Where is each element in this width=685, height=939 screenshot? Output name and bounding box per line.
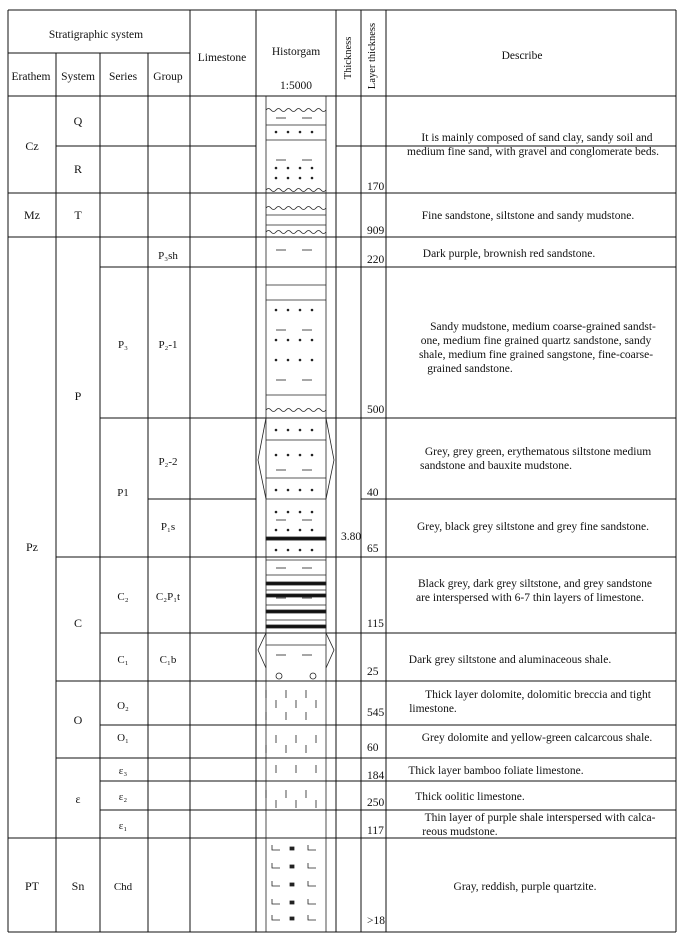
description: Thick layer dolomite, dolomitic breccia and tight limestone. xyxy=(409,689,651,715)
header-erathem: Erathem xyxy=(11,71,51,83)
lithology-mark xyxy=(311,309,313,311)
lithology-mark xyxy=(299,359,301,361)
layer-thickness-value: 25 xyxy=(367,666,379,678)
lithology-mark xyxy=(299,339,301,341)
description: Fine sandstone, siltstone and sandy mudstone. xyxy=(421,210,635,222)
series-chd: Chd xyxy=(113,881,133,893)
lithology-mark xyxy=(287,167,289,169)
lithology-mark xyxy=(287,359,289,361)
lithology-mark xyxy=(299,454,301,456)
series-p1: P1 xyxy=(117,487,129,499)
erathem-column xyxy=(24,139,40,893)
lithology-mark xyxy=(272,899,280,904)
lithology-mark xyxy=(299,429,301,431)
description: Gray, reddish, purple quartzite. xyxy=(453,881,597,893)
lithology-mark xyxy=(266,537,326,540)
layer-thickness-value: 40 xyxy=(367,487,379,499)
lithology-mark xyxy=(290,865,294,868)
system-r: R xyxy=(73,162,83,176)
lithology-mark xyxy=(266,231,326,234)
lithology-mark xyxy=(311,131,313,133)
lithology-mark xyxy=(266,109,326,112)
lithology-mark xyxy=(290,847,294,850)
lithology-mark xyxy=(311,339,313,341)
lithology-mark xyxy=(266,594,326,597)
series-p3: P₃ xyxy=(118,339,128,351)
layer-thickness-value: 545 xyxy=(367,707,385,719)
header-system: System xyxy=(61,71,95,83)
header-layer-thickness: Layer thickness xyxy=(367,22,378,90)
group-p2-2: P₂-2 xyxy=(158,456,178,468)
lithology-mark xyxy=(299,529,301,531)
system-t: T xyxy=(74,208,82,222)
layer-thickness-value: 170 xyxy=(367,181,385,193)
lithology-mark xyxy=(287,511,289,513)
layer-thickness-value: 909 xyxy=(367,225,385,237)
header-series: Series xyxy=(108,71,138,83)
description: Grey, grey green, erythematous siltstone medium sandstone and bauxite mudstone. xyxy=(419,446,652,472)
system-o: O xyxy=(73,713,83,727)
layer-thickness-value: 250 xyxy=(367,797,385,809)
lithology-mark xyxy=(299,177,301,179)
description: Thick layer bamboo foliate limestone. xyxy=(408,765,584,777)
header-histogram: Historgam xyxy=(271,46,321,58)
lithology-mark xyxy=(311,167,313,169)
lithology-mark xyxy=(272,881,280,886)
description: Thick oolitic limestone. xyxy=(415,791,525,803)
series-e3: ε₃ xyxy=(118,765,128,777)
series-c1: C₁ xyxy=(117,654,129,666)
lithology-mark xyxy=(272,915,280,920)
header-limestone: Limestone xyxy=(197,52,247,64)
group-column xyxy=(156,250,180,666)
lithology-mark xyxy=(275,309,277,311)
description: Dark purple, brownish red sandstone. xyxy=(422,248,596,260)
series-e1: ε₁ xyxy=(118,820,128,832)
lithology-mark xyxy=(287,529,289,531)
lithology-mark xyxy=(299,489,301,491)
lithology-mark xyxy=(299,549,301,551)
lithology-mark xyxy=(311,429,313,431)
group-c2p1t: C₂P₁t xyxy=(155,591,181,603)
description: Grey, black grey siltstone and grey fine sandstone. xyxy=(416,521,650,533)
lithology-mark xyxy=(275,177,277,179)
layer-thickness-value: 500 xyxy=(367,404,385,416)
lithology-mark xyxy=(310,673,316,679)
system-q: Q xyxy=(73,114,83,128)
layer-thickness-value: >18 xyxy=(367,915,385,927)
lithology-mark xyxy=(290,901,294,904)
description: Sandy mudstone, medium coarse-grained sandst-one, medium fine grained quartz sandstone, sandy shale, medium fine grained sangstone, fine-coarse-grained sandstone. xyxy=(418,321,656,375)
lithology-mark xyxy=(266,582,326,585)
system-p: P xyxy=(74,389,82,403)
lithology-mark xyxy=(266,625,326,628)
layer-thickness-value: 65 xyxy=(367,543,379,555)
layer-thickness-value: 60 xyxy=(367,742,379,754)
series-o2: O₂ xyxy=(117,700,129,712)
header-group: Group xyxy=(153,71,183,83)
erathem-mz: Mz xyxy=(24,208,40,222)
lithology-mark xyxy=(275,489,277,491)
layer-thickness-value: 117 xyxy=(367,825,384,837)
lithology-mark xyxy=(275,131,277,133)
lithology-mark xyxy=(287,131,289,133)
lithology-mark xyxy=(287,429,289,431)
lithology-mark xyxy=(308,915,316,920)
series-c2: C₂ xyxy=(117,591,129,603)
group-p1s: P₁s xyxy=(160,521,176,533)
lithology-mark xyxy=(290,883,294,886)
lithology-mark xyxy=(308,881,316,886)
lithology-mark xyxy=(311,489,313,491)
layer-thickness-value: 184 xyxy=(367,770,385,782)
lithology-mark xyxy=(272,863,280,868)
lithology-mark xyxy=(266,610,326,613)
layer-thickness-value: 115 xyxy=(367,618,384,630)
lithology-mark xyxy=(311,454,313,456)
header-stratigraphic-system: Stratigraphic system xyxy=(48,29,144,41)
erathem-pz: Pz xyxy=(26,540,38,554)
system-column xyxy=(72,114,85,893)
lithology-mark xyxy=(311,359,313,361)
lithology-mark xyxy=(275,167,277,169)
lithology-mark xyxy=(258,418,334,499)
lithology-mark xyxy=(287,339,289,341)
description: It is mainly composed of sand clay, sandy soil and medium fine sand, with gravel and conglomerate beds. xyxy=(407,132,659,158)
lithology-mark xyxy=(299,131,301,133)
lithology-mark xyxy=(275,549,277,551)
limestone-thickness-value: 3.80 xyxy=(340,531,362,543)
system-cambrian: ε xyxy=(75,792,81,806)
lithology-mark xyxy=(275,429,277,431)
lithology-mark xyxy=(311,529,313,531)
erathem-cz: Cz xyxy=(25,139,39,153)
group-p2-1: P₂-1 xyxy=(158,339,178,351)
lithology-mark xyxy=(258,633,334,668)
lithology-mark xyxy=(299,309,301,311)
lithology-mark xyxy=(287,489,289,491)
lithology-mark xyxy=(311,549,313,551)
system-sn: Sn xyxy=(71,879,85,893)
lithology-mark xyxy=(299,167,301,169)
lithology-mark xyxy=(275,511,277,513)
header-thickness: Thickness xyxy=(343,36,354,80)
description: Thin layer of purple shale interspersed with calca-reous mudstone. xyxy=(422,812,656,838)
lithology-mark xyxy=(308,845,316,850)
lithology-mark xyxy=(311,511,313,513)
layer-thickness-value: 220 xyxy=(367,254,385,266)
series-o1: O₁ xyxy=(117,732,129,744)
lithology-mark xyxy=(275,339,277,341)
lithology-mark xyxy=(308,863,316,868)
lithology-mark xyxy=(287,549,289,551)
lithology-mark xyxy=(287,454,289,456)
lithology-mark xyxy=(272,845,280,850)
header-scale: 1:5000 xyxy=(280,80,312,92)
series-e2: ε₂ xyxy=(118,791,128,803)
description: Black grey, dark grey siltstone, and grey sandstone are interspersed with 6-7 thin layers of limestone. xyxy=(415,578,652,604)
lithology-mark xyxy=(266,189,326,192)
header xyxy=(12,23,543,92)
erathem-pt: PT xyxy=(24,879,40,893)
lithology-mark xyxy=(308,899,316,904)
layer-thickness-column xyxy=(367,181,385,927)
lithology-mark xyxy=(311,177,313,179)
header-describe: Describe xyxy=(501,50,543,62)
group-p3sh: P₃sh xyxy=(158,250,178,262)
lithology-mark xyxy=(275,359,277,361)
lithology-mark xyxy=(290,917,294,920)
lithology-mark xyxy=(275,529,277,531)
lithology-mark xyxy=(276,673,282,679)
lithology-mark xyxy=(266,409,326,412)
describe-column xyxy=(407,132,659,893)
system-c: C xyxy=(73,616,83,630)
lithology-mark xyxy=(287,177,289,179)
lithology-mark xyxy=(275,454,277,456)
lithology-mark xyxy=(287,309,289,311)
lithology-mark xyxy=(266,207,326,210)
description: Dark grey siltstone and aluminaceous shale. xyxy=(408,654,612,666)
lithology-mark xyxy=(299,511,301,513)
description: Grey dolomite and yellow-green calcarcous shale. xyxy=(421,732,653,744)
group-c1b: C₁b xyxy=(159,654,177,666)
